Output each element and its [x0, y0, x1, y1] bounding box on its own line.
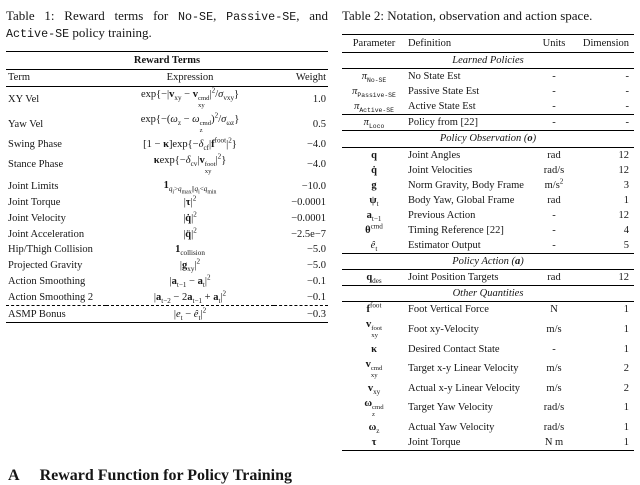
expression-cell: $|q̇|^2$ — [183, 210, 197, 224]
notation-section-row — [342, 286, 634, 302]
weight-cell: −0.0001 — [291, 197, 326, 209]
parameter-cell: q — [371, 149, 377, 161]
weight-cell: 0.5 — [312, 118, 326, 130]
notation-row — [342, 208, 634, 223]
term-cell: Swing Phase — [8, 139, 62, 151]
notation-table — [342, 34, 634, 451]
reward-term-row — [6, 258, 328, 274]
notation-row — [342, 381, 634, 396]
reward-term-row — [6, 289, 328, 305]
expression-cell: $\exp\{-(\omega_z - \omega$ cmd z )$^2/\sigma_{\omega z}$} — [140, 111, 240, 135]
parameter-cell: $v_{xy}$ — [367, 382, 381, 396]
col-header-weight: Weight — [274, 69, 328, 86]
weight-cell: −0.3 — [274, 306, 328, 323]
expression-cell: $1_{q_i>q_{max}||q_i<q_{min}}$ — [163, 179, 217, 196]
dimension-cell: - — [625, 71, 629, 83]
reward-terms-body — [6, 86, 328, 322]
units-cell: - — [552, 86, 556, 98]
reward-term-row — [6, 137, 328, 153]
parameter-cell: $\omega_z$ — [368, 421, 380, 435]
definition-cell: Target Yaw Velocity — [408, 402, 493, 414]
units-cell: - — [552, 209, 556, 221]
expression-cell: $\exp\{-|v_{xy} - v$ cmd xy $|^2/\sigma_{vxy}$} — [140, 86, 240, 110]
term-cell: ASMP Bonus — [6, 306, 106, 323]
weight-cell: −0.0001 — [291, 212, 326, 224]
notation-row — [342, 223, 634, 238]
right-column — [342, 6, 634, 451]
notation-row — [342, 163, 634, 178]
term-cell: Yaw Vel — [8, 118, 44, 130]
dimension-cell: 1 — [623, 304, 629, 316]
definition-cell: Estimator Output — [408, 239, 481, 251]
reward-terms-title-row — [6, 52, 328, 70]
dimension-cell: 12 — [618, 164, 629, 176]
expression-cell: $|a_{t-1} - a_t|^2$ — [169, 273, 211, 290]
expression-cell: $|\tau|^2$ — [183, 194, 197, 209]
table2-caption: Table 2: Notation, observation and action space. — [342, 8, 593, 23]
parameter-cell: $q_{des}$ — [366, 272, 382, 286]
definition-cell: Joint Position Targets — [408, 272, 499, 284]
units-cell: rad/s — [543, 402, 565, 414]
units-cell: - — [552, 224, 556, 236]
notation-row — [342, 99, 634, 115]
weight-cell: −0.1 — [306, 291, 326, 303]
table1-caption — [6, 8, 328, 42]
reward-term-row — [6, 306, 328, 323]
weight-cell: −5.0 — [306, 244, 326, 256]
parameter-cell: $\pi_{Active-SE}$ — [354, 101, 394, 115]
reward-term-row — [6, 242, 328, 258]
definition-cell: Norm Gravity, Body Frame — [408, 179, 524, 191]
units-cell: N m — [544, 436, 564, 448]
parameter-cell: $\pi_{Passive-SE}$ — [352, 86, 396, 100]
units-cell: N — [550, 304, 558, 316]
dimension-cell: 1 — [623, 421, 629, 433]
section-header: Learned Policies — [342, 52, 634, 68]
parameter-cell: $\pi_{No-SE}$ — [361, 71, 387, 85]
notation-row — [342, 69, 634, 85]
notation-row — [342, 357, 634, 381]
notation-body — [342, 52, 634, 450]
term-cell: Projected Gravity — [8, 260, 83, 272]
parameter-cell: v foot xy — [365, 319, 383, 340]
term-cell: Joint Acceleration — [8, 228, 85, 240]
parameter-cell: $a_{t-1}$ — [366, 209, 382, 223]
term-cell: Joint Limits — [8, 180, 59, 192]
notation-row — [342, 193, 634, 208]
notation-section-row — [342, 253, 634, 269]
dimension-cell: 1 — [623, 343, 629, 355]
dimension-cell: - — [625, 86, 629, 98]
notation-header-row — [342, 34, 634, 52]
section-header: Other Quantities — [342, 286, 634, 302]
section-header: Policy Observation (o) — [342, 131, 634, 147]
definition-cell: Desired Contact State — [408, 343, 500, 355]
table1-caption-label: Table 1: — [6, 8, 55, 23]
parameter-cell: κ — [371, 343, 377, 355]
notation-row — [342, 342, 634, 357]
dimension-cell: 1 — [623, 323, 629, 335]
reward-term-row — [6, 226, 328, 242]
notation-section-row — [342, 52, 634, 68]
units-cell: rad/s — [543, 421, 565, 433]
definition-cell: Target x-y Linear Velocity — [408, 363, 519, 375]
term-cell: Action Smoothing — [8, 275, 86, 287]
definition-cell: No State Est — [408, 71, 461, 83]
notation-row — [342, 84, 634, 99]
notation-row — [342, 435, 634, 451]
notation-row — [342, 115, 634, 131]
parameter-cell: q̇ — [371, 164, 377, 176]
definition-cell: Joint Velocities — [408, 164, 473, 176]
notation-section-row — [342, 131, 634, 147]
definition-cell: Foot xy-Velocity — [408, 323, 479, 335]
notation-row — [342, 270, 634, 286]
units-cell: $m/s^2$ — [544, 177, 564, 191]
parameter-cell: $\pi_{Loco}$ — [342, 115, 406, 131]
units-cell: m/s — [546, 382, 562, 394]
reward-term-row — [6, 152, 328, 177]
term-cell: Joint Velocity — [8, 212, 66, 224]
definition-cell: Timing Reference [22] — [408, 224, 504, 236]
section-header: Policy Action (a) — [342, 253, 634, 269]
dimension-cell: 12 — [618, 149, 629, 161]
expression-cell: $1_{collision}$ — [175, 244, 205, 258]
col-header-definition: Definition — [406, 34, 532, 52]
weight-cell: −10.0 — [301, 180, 326, 192]
notation-row — [342, 178, 634, 193]
col-header-expression: Expression — [106, 69, 274, 86]
term-cell: Hip/Thigh Collision — [8, 244, 93, 256]
notation-row — [342, 147, 634, 163]
units-cell: - — [552, 239, 556, 251]
units-cell: - — [552, 71, 556, 83]
appendix-label: A — [8, 466, 20, 484]
expression-cell: $[1 - \kappa]\exp\{-\delta_{cf}|f^{foot}|^2\}$ — [143, 136, 237, 153]
units-cell: rad — [547, 149, 561, 161]
units-cell: - — [552, 343, 556, 355]
col-header-parameter: Parameter — [342, 34, 406, 52]
parameter-cell: τ — [371, 436, 377, 448]
definition-cell: Actual x-y Linear Velocity — [408, 382, 521, 394]
dimension-cell: - — [576, 115, 634, 131]
reward-terms-title: Reward Terms — [6, 52, 328, 70]
notation-row — [342, 317, 634, 341]
term-cell: Action Smoothing 2 — [8, 291, 94, 303]
col-header-term: Term — [6, 69, 106, 86]
parameter-cell: $ê_t$ — [370, 239, 378, 253]
dimension-cell: - — [625, 101, 629, 113]
appendix-title: Reward Function for Policy Training — [39, 466, 293, 484]
parameter-cell: ω cmd z — [364, 397, 384, 418]
units-cell: - — [552, 101, 556, 113]
reward-term-row — [6, 274, 328, 290]
notation-row — [342, 420, 634, 435]
units-cell: rad — [547, 194, 561, 206]
definition-cell: Body Yaw, Global Frame — [408, 194, 515, 206]
expression-cell: $|g_{xy}|^2$ — [179, 257, 201, 274]
notation-row — [342, 302, 634, 318]
weight-cell: 1.0 — [312, 93, 326, 105]
reward-term-row — [6, 195, 328, 211]
col-header-units: Units — [532, 34, 576, 52]
two-column-layout — [6, 6, 634, 451]
dimension-cell: 1 — [623, 194, 629, 206]
table1-caption-text: Reward terms for No-SE, Passive-SE, and Active-SE policy training. — [6, 8, 329, 42]
col-header-dimension: Dimension — [576, 34, 634, 52]
expression-cell: $|q̈|^2$ — [183, 226, 197, 240]
dimension-cell: 2 — [623, 382, 629, 394]
units-cell: - — [532, 115, 576, 131]
definition-cell: Foot Vertical Force — [408, 304, 489, 316]
dimension-cell: 3 — [623, 179, 629, 191]
parameter-cell: $\psi_t$ — [369, 194, 379, 208]
dimension-cell: 1 — [623, 436, 629, 448]
parameter-cell: g — [371, 179, 377, 191]
units-cell: m/s — [546, 323, 562, 335]
definition-cell: Joint Angles — [408, 149, 461, 161]
units-cell: m/s — [546, 363, 562, 375]
dimension-cell: 2 — [623, 363, 629, 375]
parameter-cell: v cmd xy — [365, 358, 383, 379]
units-cell: rad — [547, 272, 561, 284]
weight-cell: −0.1 — [306, 275, 326, 287]
expression-cell: $\kappa\exp\{-\delta_{cv}|v$ foot xy $|^2$} — [153, 152, 227, 175]
definition-cell: Active State Est — [408, 101, 476, 113]
term-cell: XY Vel — [8, 93, 40, 105]
definition-cell: Previous Action — [408, 209, 476, 221]
parameter-cell: $f^{foot}$ — [366, 301, 382, 316]
definition-cell: Passive State Est — [408, 86, 480, 98]
weight-cell: −2.5e−7 — [291, 228, 326, 240]
weight-cell: −5.0 — [306, 260, 326, 272]
notation-row — [342, 238, 634, 254]
reward-term-row — [6, 210, 328, 226]
left-column — [6, 6, 328, 323]
definition-cell: Joint Torque — [408, 436, 461, 448]
term-cell: Joint Torque — [8, 197, 61, 209]
parameter-cell: $\theta^{cmd}$ — [365, 222, 383, 236]
dimension-cell: 4 — [623, 224, 629, 236]
definition-cell: Policy from [22] — [406, 115, 532, 131]
expression-cell: $|a_{t-2} - 2a_{t-1} + a_t|^2$ — [153, 289, 227, 305]
notation-row — [342, 396, 634, 420]
reward-terms-header-row — [6, 69, 328, 86]
weight-cell: −4.0 — [306, 159, 326, 171]
weight-cell: −4.0 — [306, 139, 326, 151]
reward-terms-table — [6, 51, 328, 323]
reward-term-row — [6, 86, 328, 111]
term-cell: Stance Phase — [8, 159, 64, 171]
dimension-cell: 1 — [623, 402, 629, 414]
dimension-cell: 12 — [618, 272, 629, 284]
definition-cell: Actual Yaw Velocity — [408, 421, 495, 433]
reward-term-row — [6, 177, 328, 194]
appendix-heading — [8, 467, 634, 485]
dimension-cell: 5 — [623, 239, 629, 251]
expression-cell: $|e_t$ − $ê_t|^2$ — [106, 306, 274, 323]
dimension-cell: 12 — [618, 209, 629, 221]
units-cell: rad/s — [543, 164, 565, 176]
reward-term-row — [6, 112, 328, 137]
